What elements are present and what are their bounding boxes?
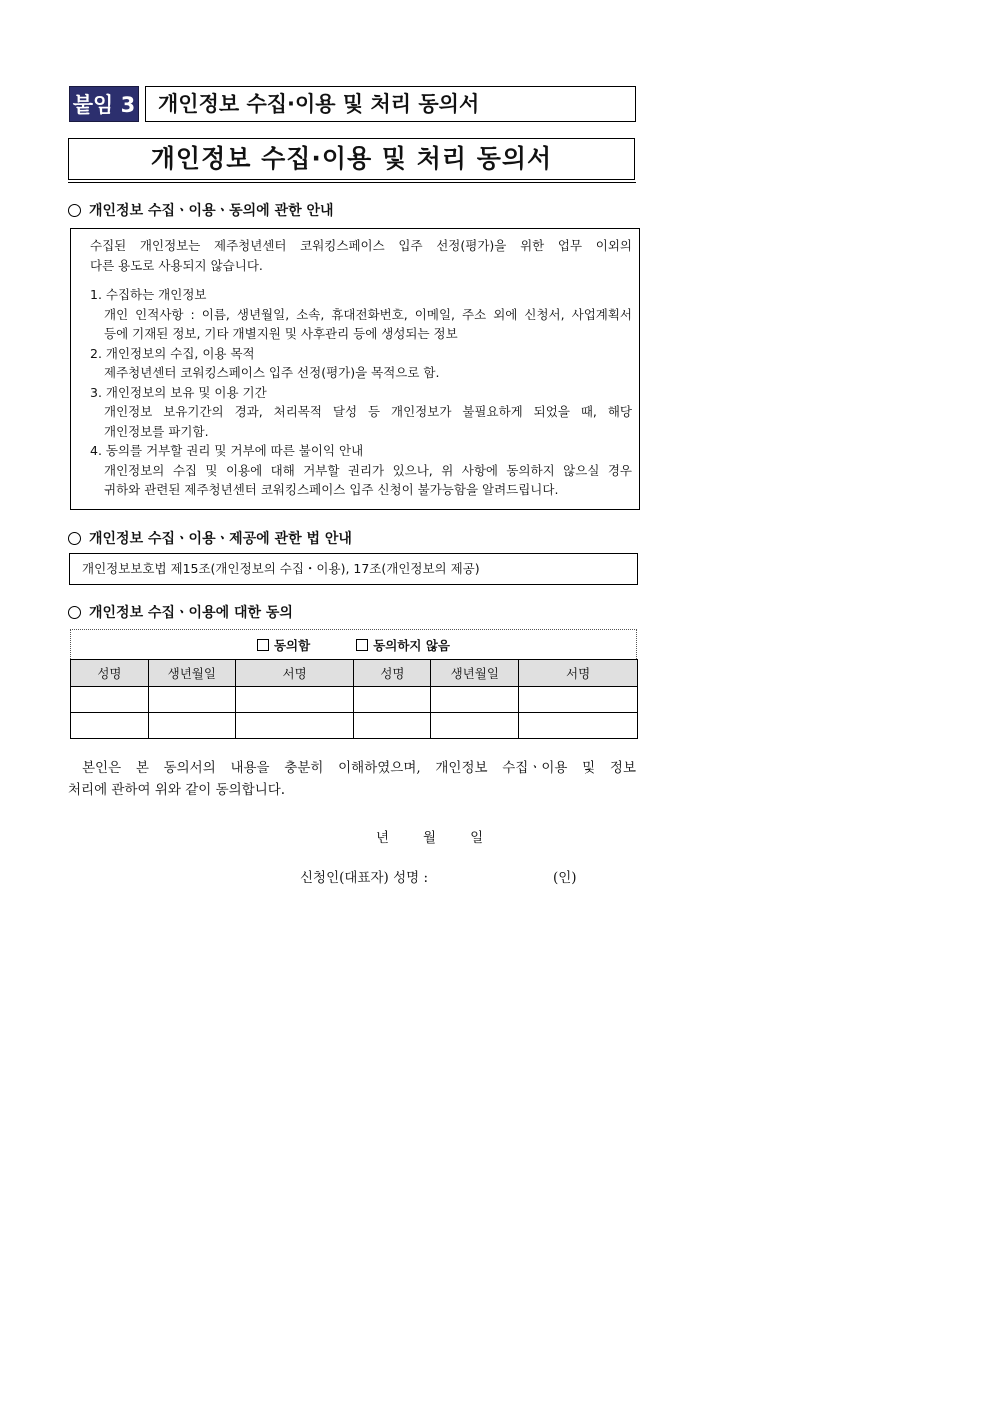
checkbox-icon[interactable] bbox=[257, 639, 269, 651]
item-heading: 1. 수집하는 개인정보 bbox=[90, 287, 207, 302]
item-body: 개인정보를 파기함. bbox=[104, 423, 209, 439]
item-body: 개인 인적사항 : 이름, 생년월일, 소속, 휴대전화번호, 이메일, 주소 외에 신청서, 사업계획서 bbox=[104, 306, 632, 322]
name-cell[interactable] bbox=[354, 687, 431, 713]
table-row bbox=[71, 687, 638, 713]
item-heading: 3. 개인정보의 보유 및 이용 기간 bbox=[90, 384, 267, 400]
item-body: 개인정보의 수집 및 이용에 대해 거부할 권리가 있으나, 위 사항에 동의하지 않으실 경우 bbox=[104, 462, 632, 478]
consent-choice-row bbox=[70, 629, 637, 659]
name-cell[interactable] bbox=[354, 713, 431, 739]
section-heading-law bbox=[68, 528, 352, 548]
signature-table bbox=[70, 659, 638, 739]
section-heading-text: 개인정보 수집ㆍ이용ㆍ제공에 관한 법 안내 bbox=[89, 531, 352, 547]
section-heading-guide bbox=[68, 200, 334, 220]
column-header: 서명 bbox=[235, 660, 354, 687]
signature-cell[interactable] bbox=[519, 687, 638, 713]
day-label: 일 bbox=[470, 830, 484, 846]
intro-line-2: 다른 용도로 사용되지 않습니다. bbox=[90, 257, 263, 273]
column-header: 생년월일 bbox=[431, 660, 519, 687]
birthdate-cell[interactable] bbox=[431, 713, 519, 739]
section-heading-consent bbox=[68, 602, 293, 622]
checkbox-icon[interactable] bbox=[356, 639, 368, 651]
table-row bbox=[71, 713, 638, 739]
item-body: 등에 기재된 정보, 기타 개별지원 및 사후관리 등에 생성되는 정보 bbox=[104, 326, 458, 341]
bullet-circle-icon bbox=[68, 532, 81, 545]
section-heading-text: 개인정보 수집ㆍ이용에 대한 동의 bbox=[89, 605, 293, 621]
year-label: 년 bbox=[376, 830, 390, 846]
item-body: 귀하와 관련된 제주청년센터 코워킹스페이스 입주 신청이 불가능함을 알려드립니다. bbox=[104, 482, 559, 497]
guide-items bbox=[90, 285, 632, 500]
statement-line-1: 본인은 본 동의서의 내용을 충분히 이해하였으며, 개인정보 수집ㆍ이용 및 정보 bbox=[82, 760, 636, 776]
column-header: 생년월일 bbox=[148, 660, 235, 687]
seal-label: (인) bbox=[553, 870, 577, 886]
column-header: 성명 bbox=[71, 660, 149, 687]
signature-cell[interactable] bbox=[235, 687, 354, 713]
month-label: 월 bbox=[423, 830, 437, 846]
attachment-tag: 붙임 3 bbox=[69, 86, 139, 122]
item-body: 개인정보 보유기간의 경과, 처리목적 달성 등 개인정보가 불필요하게 되었을 때, 해당 bbox=[104, 404, 632, 419]
item-body: 제주청년센터 코워킹스페이스 입주 선정(평가)을 목적으로 함. bbox=[104, 365, 440, 380]
item-heading: 4. 동의를 거부할 권리 및 거부에 따른 불이익 안내 bbox=[90, 443, 364, 458]
disagree-label: 동의하지 않음 bbox=[373, 637, 451, 653]
name-cell[interactable] bbox=[71, 713, 149, 739]
agree-label: 동의함 bbox=[273, 637, 311, 653]
document-title: 개인정보 수집·이용 및 처리 동의서 bbox=[68, 138, 635, 180]
title-underline bbox=[68, 180, 636, 183]
intro-line-1: 수집된 개인정보는 제주청년센터 코워킹스페이스 입주 선정(평가)을 위한 업무 이외의 bbox=[90, 238, 632, 253]
law-box: 개인정보보호법 제15조(개인정보의 수집・이용), 17조(개인정보의 제공) bbox=[69, 553, 638, 585]
statement-line-2: 처리에 관하여 위와 같이 동의합니다. bbox=[68, 782, 286, 798]
bullet-circle-icon bbox=[68, 204, 81, 217]
guide-box bbox=[70, 228, 640, 510]
birthdate-cell[interactable] bbox=[148, 687, 235, 713]
date-line bbox=[376, 826, 483, 846]
table-header-row bbox=[71, 660, 638, 687]
disagree-option[interactable] bbox=[356, 636, 450, 654]
section-heading-text: 개인정보 수집ㆍ이용ㆍ동의에 관한 안내 bbox=[89, 203, 334, 219]
item-heading: 2. 개인정보의 수집, 이용 목적 bbox=[90, 345, 255, 361]
column-header: 성명 bbox=[354, 660, 431, 687]
bullet-circle-icon bbox=[68, 606, 81, 619]
attachment-title: 개인정보 수집·이용 및 처리 동의서 bbox=[145, 86, 636, 122]
signature-cell[interactable] bbox=[235, 713, 354, 739]
agree-option[interactable] bbox=[257, 636, 310, 654]
consent-statement bbox=[68, 757, 636, 801]
birthdate-cell[interactable] bbox=[148, 713, 235, 739]
column-header: 서명 bbox=[519, 660, 638, 687]
birthdate-cell[interactable] bbox=[431, 687, 519, 713]
name-cell[interactable] bbox=[71, 687, 149, 713]
applicant-name-label: 신청인(대표자) 성명 : bbox=[300, 870, 428, 886]
signature-cell[interactable] bbox=[519, 713, 638, 739]
